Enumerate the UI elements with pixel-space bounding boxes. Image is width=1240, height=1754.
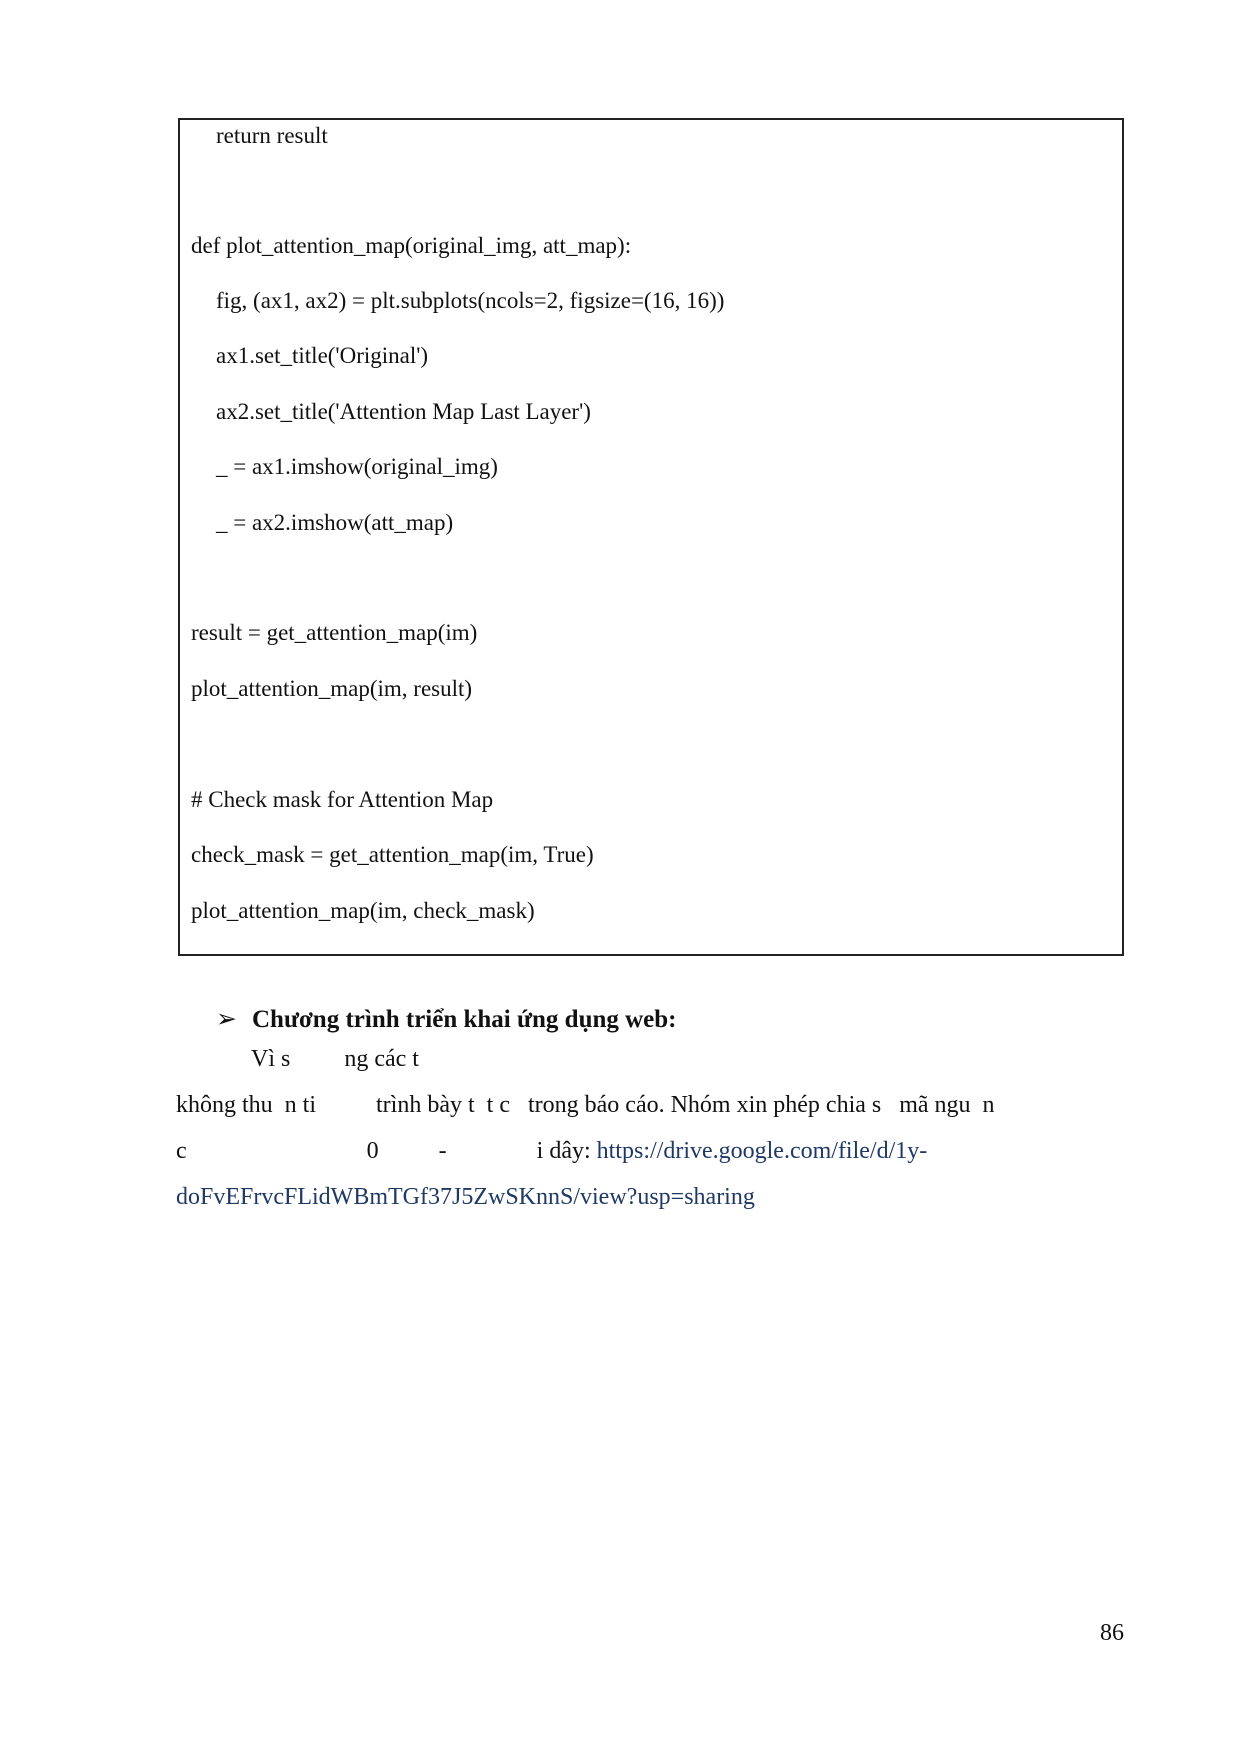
arrow-bullet-icon: ➢ <box>216 1006 237 1033</box>
paragraph-text: c 0 - i dây: <box>176 1138 597 1164</box>
code-block <box>178 118 1124 956</box>
source-code-link[interactable]: https://drive.google.com/file/d/1y- <box>596 1138 928 1164</box>
code-line: _ = ax2.imshow(att_map) <box>216 510 454 535</box>
code-line: fig, (ax1, ax2) = plt.subplots(ncols=2, figsize=(16, 16)) <box>216 288 725 313</box>
paragraph-line <box>176 1135 927 1167</box>
source-code-link-continued[interactable]: doFvEFrvcFLidWBmTGf37J5ZwSKnnS/view?usp=sharing <box>176 1184 755 1210</box>
code-line: plot_attention_map(im, check_mask) <box>191 898 535 923</box>
code-line: # Check mask for Attention Map <box>191 787 494 812</box>
code-line: ax1.set_title('Original') <box>216 343 429 368</box>
code-line: _ = ax1.imshow(original_img) <box>216 454 498 479</box>
section-heading <box>216 1004 677 1036</box>
page-number: 86 <box>1100 1620 1124 1646</box>
code-line: plot_attention_map(im, result) <box>191 676 473 701</box>
section-heading-text: Chương trình triển khai ứng dụng web: <box>252 1006 677 1033</box>
code-line: ax2.set_title('Attention Map Last Layer') <box>216 399 591 424</box>
code-line: def plot_attention_map(original_img, att_map): <box>191 233 632 258</box>
code-line: result = get_attention_map(im) <box>191 620 478 645</box>
paragraph-line: Vì s ng các t <box>251 1046 419 1072</box>
code-line: return result <box>216 123 328 148</box>
code-line: check_mask = get_attention_map(im, True) <box>191 842 594 867</box>
paragraph-line: không thu n ti trình bày t t c trong báo cáo. Nhóm xin phép chia s mã ngu n <box>176 1092 995 1118</box>
